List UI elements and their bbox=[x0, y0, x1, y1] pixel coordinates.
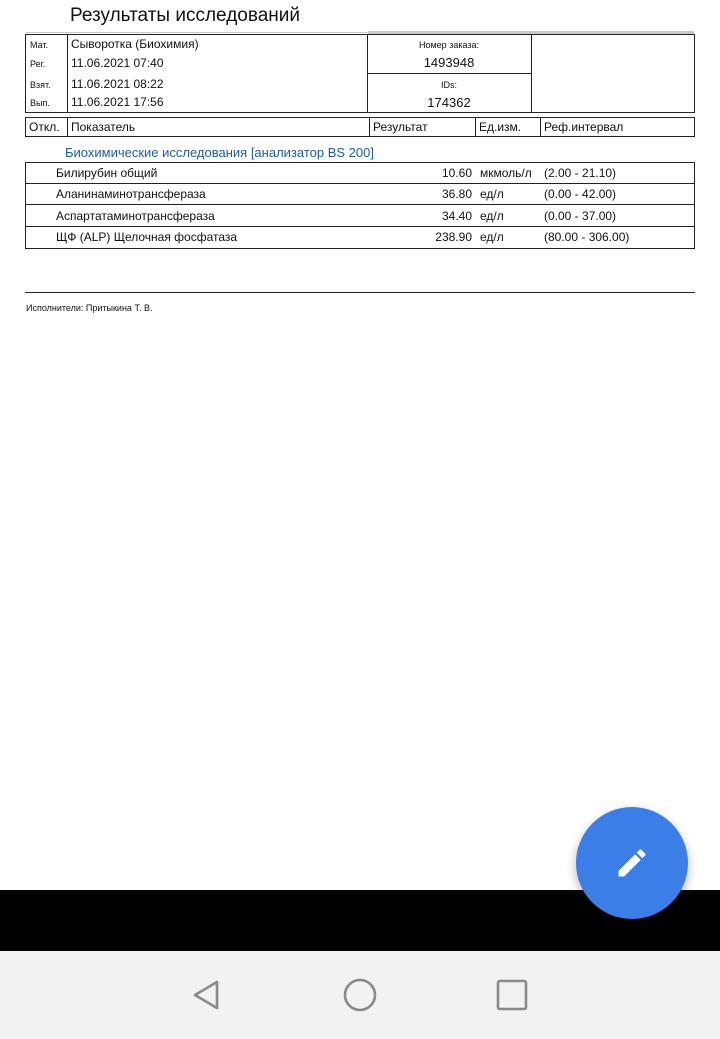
row-unit: мкмоль/л bbox=[480, 166, 532, 180]
issued-value: 11.06.2021 17:56 bbox=[71, 95, 164, 109]
material-value: Сыворотка (Биохимия) bbox=[71, 37, 199, 51]
home-circle-icon bbox=[340, 977, 380, 1017]
column-deviation: Откл. bbox=[29, 120, 60, 134]
divider bbox=[26, 32, 368, 33]
divider bbox=[531, 35, 532, 112]
column-units: Ед.изм. bbox=[479, 120, 522, 134]
row-indicator: ЩФ (ALP) Щелочная фосфатаза bbox=[56, 230, 238, 244]
row-unit: ед/л bbox=[480, 187, 504, 201]
taken-value: 11.06.2021 08:22 bbox=[71, 77, 164, 91]
table-row bbox=[26, 163, 694, 184]
row-reference: (80.00 - 306.00) bbox=[544, 230, 630, 244]
section-title: Биохимические исследования [анализатор BS 200] bbox=[65, 145, 374, 160]
document-title: Результаты исследований bbox=[70, 5, 301, 26]
recents-square-icon bbox=[492, 977, 532, 1017]
row-reference: (0.00 - 42.00) bbox=[544, 187, 617, 201]
row-reference: (0.00 - 37.00) bbox=[544, 209, 617, 223]
back-button[interactable] bbox=[186, 977, 226, 1017]
row-reference: (2.00 - 21.10) bbox=[544, 166, 617, 180]
ids-value: 174362 bbox=[427, 95, 471, 110]
pencil-icon bbox=[614, 845, 650, 881]
column-reference: Реф.интервал bbox=[544, 120, 624, 134]
order-header-box bbox=[25, 34, 695, 113]
results-column-header bbox=[25, 117, 695, 137]
table-row bbox=[26, 206, 694, 227]
material-label: Мат. bbox=[30, 40, 49, 50]
ids-label: IDs: bbox=[440, 80, 457, 90]
back-triangle-icon bbox=[186, 977, 226, 1017]
registered-value: 11.06.2021 07:40 bbox=[71, 56, 164, 70]
divider bbox=[67, 35, 68, 112]
row-indicator: Аланинаминотрансфераза bbox=[56, 187, 206, 201]
system-navigation-bar bbox=[0, 951, 720, 1039]
row-result: 238.90 bbox=[435, 230, 472, 244]
table-row bbox=[26, 227, 694, 248]
table-row bbox=[26, 184, 694, 205]
edit-fab-button[interactable] bbox=[576, 807, 688, 919]
divider bbox=[367, 73, 531, 74]
issued-label: Вып. bbox=[30, 98, 50, 108]
row-unit: ед/л bbox=[480, 209, 504, 223]
results-table bbox=[25, 162, 695, 249]
performers-text: Исполнители: Притыкина Т. В. bbox=[26, 303, 153, 313]
registered-label: Рег. bbox=[30, 59, 46, 69]
row-result: 36.80 bbox=[441, 187, 472, 201]
row-indicator: Аспартатаминотрансфераза bbox=[56, 209, 215, 223]
row-unit: ед/л bbox=[480, 230, 504, 244]
order-number-label: Номер заказа: bbox=[418, 40, 479, 50]
column-indicator: Показатель bbox=[71, 120, 136, 134]
row-result: 10.60 bbox=[441, 166, 472, 180]
divider bbox=[25, 292, 695, 293]
taken-label: Взят. bbox=[30, 80, 51, 90]
home-button[interactable] bbox=[340, 977, 380, 1017]
row-indicator: Билирубин общий bbox=[56, 166, 158, 180]
row-result: 34.40 bbox=[441, 209, 472, 223]
column-result: Результат bbox=[373, 120, 428, 134]
recents-button[interactable] bbox=[492, 977, 532, 1017]
order-number-value: 1493948 bbox=[423, 55, 475, 70]
